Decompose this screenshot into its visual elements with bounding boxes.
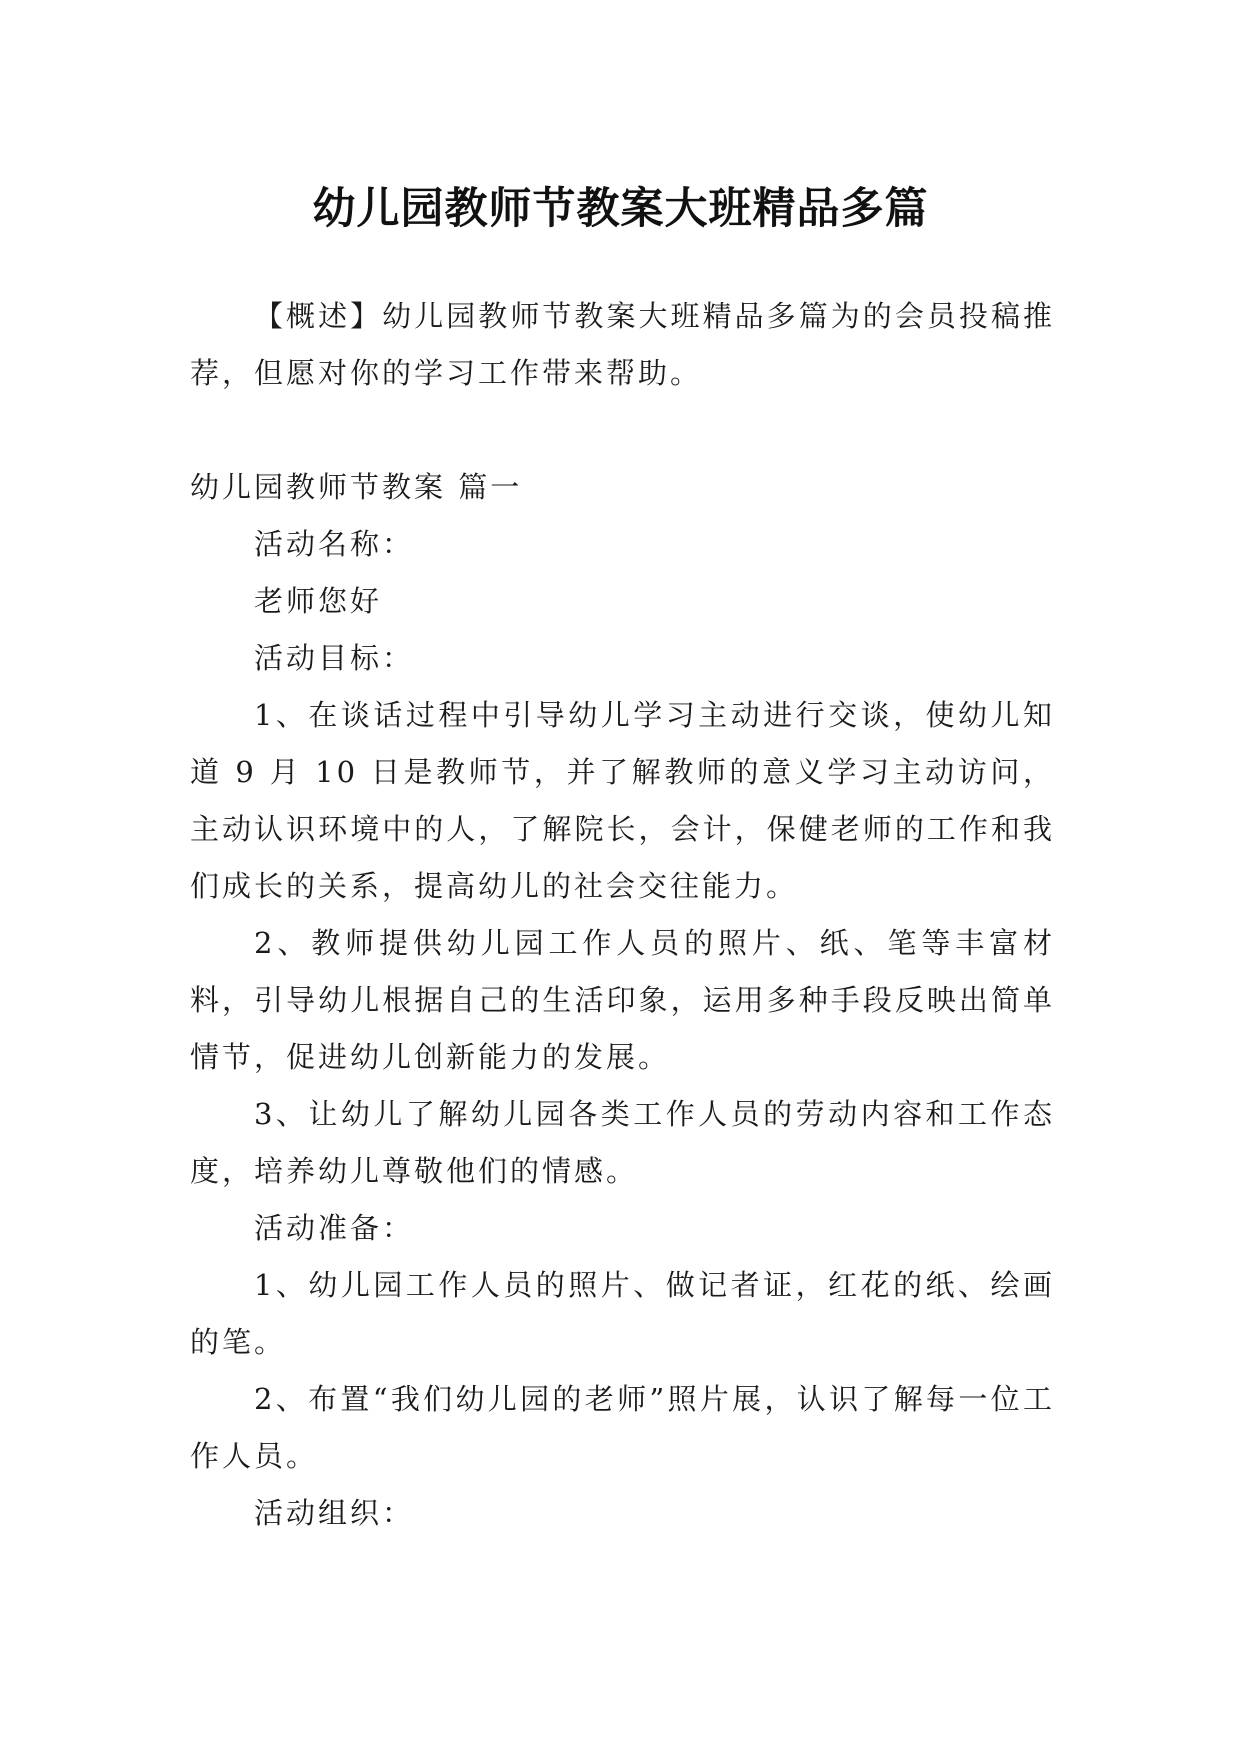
goal-paragraph-2: 2、教师提供幼儿园工作人员的照片、纸、笔等丰富材料，引导幼儿根据自己的生活印象，运用多种手段反映出简单情节，促进幼儿创新能力的发展。 [190,926,1055,1074]
preparation-paragraph-2: 2、布置“我们幼儿园的老师”照片展，认识了解每一位工作人员。 [190,1382,1055,1473]
document-title: 幼儿园教师节教案大班精品多篇 [312,183,929,234]
activity-goals-label: 活动目标： [254,641,415,675]
activity-organization-label: 活动组织： [254,1496,415,1530]
section-heading: 幼儿园教师节教案 篇一 [190,470,523,504]
preparation-paragraph-1: 1、幼儿园工作人员的照片、做记者证，红花的纸、绘画的笔。 [190,1268,1055,1359]
goal-paragraph-3: 3、让幼儿了解幼儿园各类工作人员的劳动内容和工作态度，培养幼儿尊敬他们的情感。 [190,1097,1055,1188]
activity-preparation-label: 活动准备： [254,1211,415,1245]
goal-paragraph-1: 1、在谈话过程中引导幼儿学习主动进行交谈，使幼儿知道 9 月 10 日是教师节，并了解教师的意义学习主动访问，主动认识环境中的人，了解院长，会计，保健老师的工作和我们成长的关系，提高幼儿的社会交往能力。 [190,698,1055,903]
document-body [190,288,1055,1542]
summary-paragraph: 【概述】幼儿园教师节教案大班精品多篇为的会员投稿推荐，但愿对你的学习工作带来帮助。 [190,299,1055,390]
activity-name-value: 老师您好 [254,584,383,618]
activity-name-label: 活动名称： [254,527,415,561]
